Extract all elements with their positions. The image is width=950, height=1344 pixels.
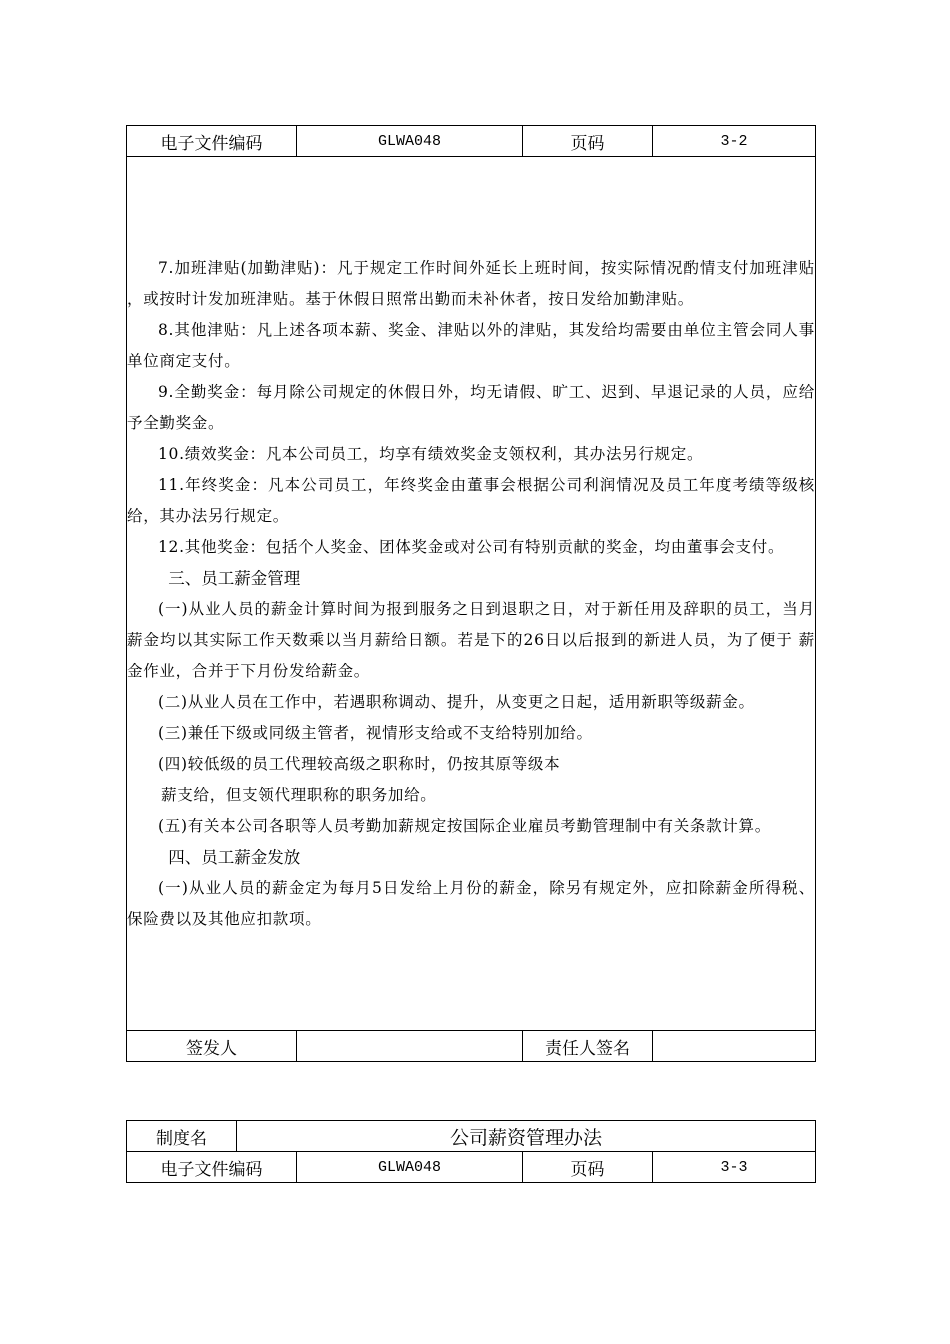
paragraph: (三)兼任下级或同级主管者，视情形支给或不支给特别加给。 <box>158 723 593 742</box>
issuer-value <box>297 1031 523 1062</box>
policy-title: 公司薪资管理办法 <box>237 1121 816 1152</box>
issuer-label: 签发人 <box>127 1031 297 1062</box>
paragraph: 薪支给，但支领代理职称的职务加给。 <box>161 785 437 804</box>
responsible-label: 责任人签名 <box>523 1031 653 1062</box>
paragraph: (一)从业人员的薪金定为每月5日发给上月份的薪金，除另有规定外，应扣除薪金所得税、 保险费以及其他应扣款项。 <box>127 878 815 928</box>
policy-label: 制度名 <box>127 1121 237 1152</box>
paragraph: 11.年终奖金：凡本公司员工，年终奖金由董事会根据公司利润情况及员工年度考绩等级核 给，其办法另行规定。 <box>127 475 815 525</box>
document-table-page2 <box>126 1120 816 1183</box>
content-list <box>127 253 815 935</box>
document-table-page1 <box>126 125 816 1062</box>
paragraph: 10.绩效奖金：凡本公司员工，均享有绩效奖金支领权利，其办法另行规定。 <box>158 444 704 463</box>
footer-row <box>127 1031 816 1062</box>
paragraph: 8.其他津贴：凡上述各项本薪、奖金、津贴以外的津贴，其发给均需要由单位主管会同人事 单位商定支付。 <box>127 320 815 370</box>
body-content <box>127 157 816 1031</box>
paragraph: (五)有关本公司各职等人员考勤加薪规定按国际企业雇员考勤管理制中有关条款计算。 <box>158 816 771 835</box>
paragraph: (一)从业人员的薪金计算时间为报到服务之日到退职之日，对于新任用及辞职的员工，当月 薪金均以其实际工作天数乘以当月薪给日额。若是下的26日以后报到的新进人员，为了便于 薪金作业，合并于下月份发给薪金。 <box>127 599 815 680</box>
code-value: GLWA048 <box>297 126 523 157</box>
page-value: 3-3 <box>653 1152 816 1183</box>
body-row <box>127 157 816 1031</box>
header-row <box>127 1152 816 1183</box>
page-value: 3-2 <box>653 126 816 157</box>
paragraph: (二)从业人员在工作中，若遇职称调动、提升，从变更之日起，适用新职等级薪金。 <box>158 692 755 711</box>
page-label: 页码 <box>523 1152 653 1183</box>
responsible-value <box>653 1031 816 1062</box>
page-label: 页码 <box>523 126 653 157</box>
code-label: 电子文件编码 <box>127 126 297 157</box>
section-heading: 四、员工薪金发放 <box>168 847 301 867</box>
header-row <box>127 126 816 157</box>
paragraph: 7.加班津贴(加勤津贴)：凡于规定工作时间外延长上班时间，按实际情况酌情支付加班津贴 ，或按时计发加班津贴。基于休假日照常出勤而未补休者，按日发给加勤津贴。 <box>127 258 815 308</box>
paragraph: 9.全勤奖金：每月除公司规定的休假日外，均无请假、旷工、迟到、早退记录的人员，应给 予全勤奖金。 <box>127 382 815 432</box>
policy-row <box>127 1121 816 1152</box>
section-heading: 三、员工薪金管理 <box>168 568 301 588</box>
code-label: 电子文件编码 <box>127 1152 297 1183</box>
code-value: GLWA048 <box>297 1152 523 1183</box>
paragraph: 12.其他奖金：包括个人奖金、团体奖金或对公司有特别贡献的奖金，均由董事会支付。 <box>158 537 785 556</box>
paragraph: (四)较低级的员工代理较高级之职称时，仍按其原等级本 <box>158 754 561 773</box>
